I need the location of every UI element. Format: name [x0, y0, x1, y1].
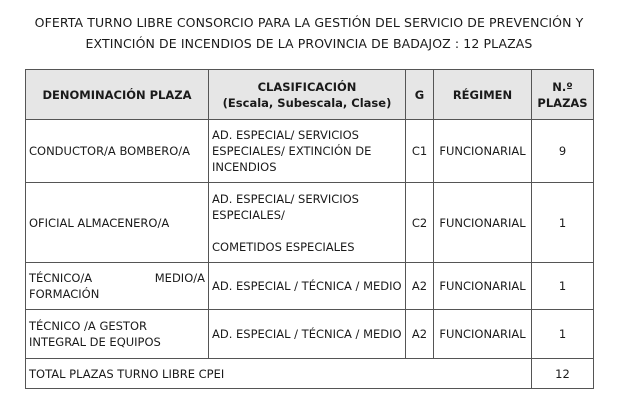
cell-grupo: C1: [406, 120, 434, 183]
document-title: [0, 12, 618, 54]
cell-clasificacion: [209, 183, 406, 263]
cell-denominacion: CONDUCTOR/A BOMBERO/A: [26, 120, 209, 183]
header-denominacion: DENOMINACIÓN PLAZA: [26, 70, 209, 120]
cell-regimen: FUNCIONARIAL: [434, 120, 532, 183]
header-grupo: G: [406, 70, 434, 120]
header-plazas: [532, 70, 594, 120]
cell-clasificacion: AD. ESPECIAL/ SERVICIOS ESPECIALES/ EXTINCIÓN DE INCENDIOS: [209, 120, 406, 183]
header-regimen: RÉGIMEN: [434, 70, 532, 120]
cell-regimen: FUNCIONARIAL: [434, 263, 532, 310]
table-total-row: [26, 359, 594, 389]
header-clasificacion: [209, 70, 406, 120]
cell-regimen: FUNCIONARIAL: [434, 310, 532, 359]
cell-plazas: 1: [532, 310, 594, 359]
table-row: [26, 183, 594, 263]
cell-clasificacion: AD. ESPECIAL / TÉCNICA / MEDIO: [209, 310, 406, 359]
cell-denominacion: TÉCNICO/A MEDIO/A FORMACIÓN: [26, 263, 209, 310]
header-plazas-line-1: N.º: [552, 79, 573, 94]
title-line-2: EXTINCIÓN DE INCENDIOS DE LA PROVINCIA DE BADAJOZ : 12 PLAZAS: [85, 36, 533, 51]
table-header-row: [26, 70, 594, 120]
table-row: [26, 120, 594, 183]
header-plazas-line-2: PLAZAS: [537, 95, 588, 110]
title-line-1: OFERTA TURNO LIBRE CONSORCIO PARA LA GESTIÓN DEL SERVICIO DE PREVENCIÓN Y: [34, 15, 584, 30]
cell-plazas: 1: [532, 263, 594, 310]
cell-denominacion: OFICIAL ALMACENERO/A: [26, 183, 209, 263]
cell-regimen: FUNCIONARIAL: [434, 183, 532, 263]
header-clasificacion-sub: (Escala, Subescala, Clase): [222, 95, 392, 110]
cell-plazas: 9: [532, 120, 594, 183]
table-row: [26, 310, 594, 359]
cell-grupo: C2: [406, 183, 434, 263]
cell-grupo: A2: [406, 263, 434, 310]
total-label: TOTAL PLAZAS TURNO LIBRE CPEI: [26, 359, 532, 389]
cell-clasificacion: AD. ESPECIAL / TÉCNICA / MEDIO: [209, 263, 406, 310]
cell-denominacion: TÉCNICO /A GESTOR INTEGRAL DE EQUIPOS: [26, 310, 209, 359]
cell-grupo: A2: [406, 310, 434, 359]
cell-plazas: 1: [532, 183, 594, 263]
cell-clasificacion-text: AD. ESPECIAL/ SERVICIOS ESPECIALES/: [212, 191, 359, 222]
cell-clasificacion-extra: COMETIDOS ESPECIALES: [212, 239, 355, 254]
total-value: 12: [532, 359, 594, 389]
table-row: [26, 263, 594, 310]
plazas-table: [25, 69, 594, 389]
header-clasificacion-label: CLASIFICACIÓN: [257, 79, 357, 94]
